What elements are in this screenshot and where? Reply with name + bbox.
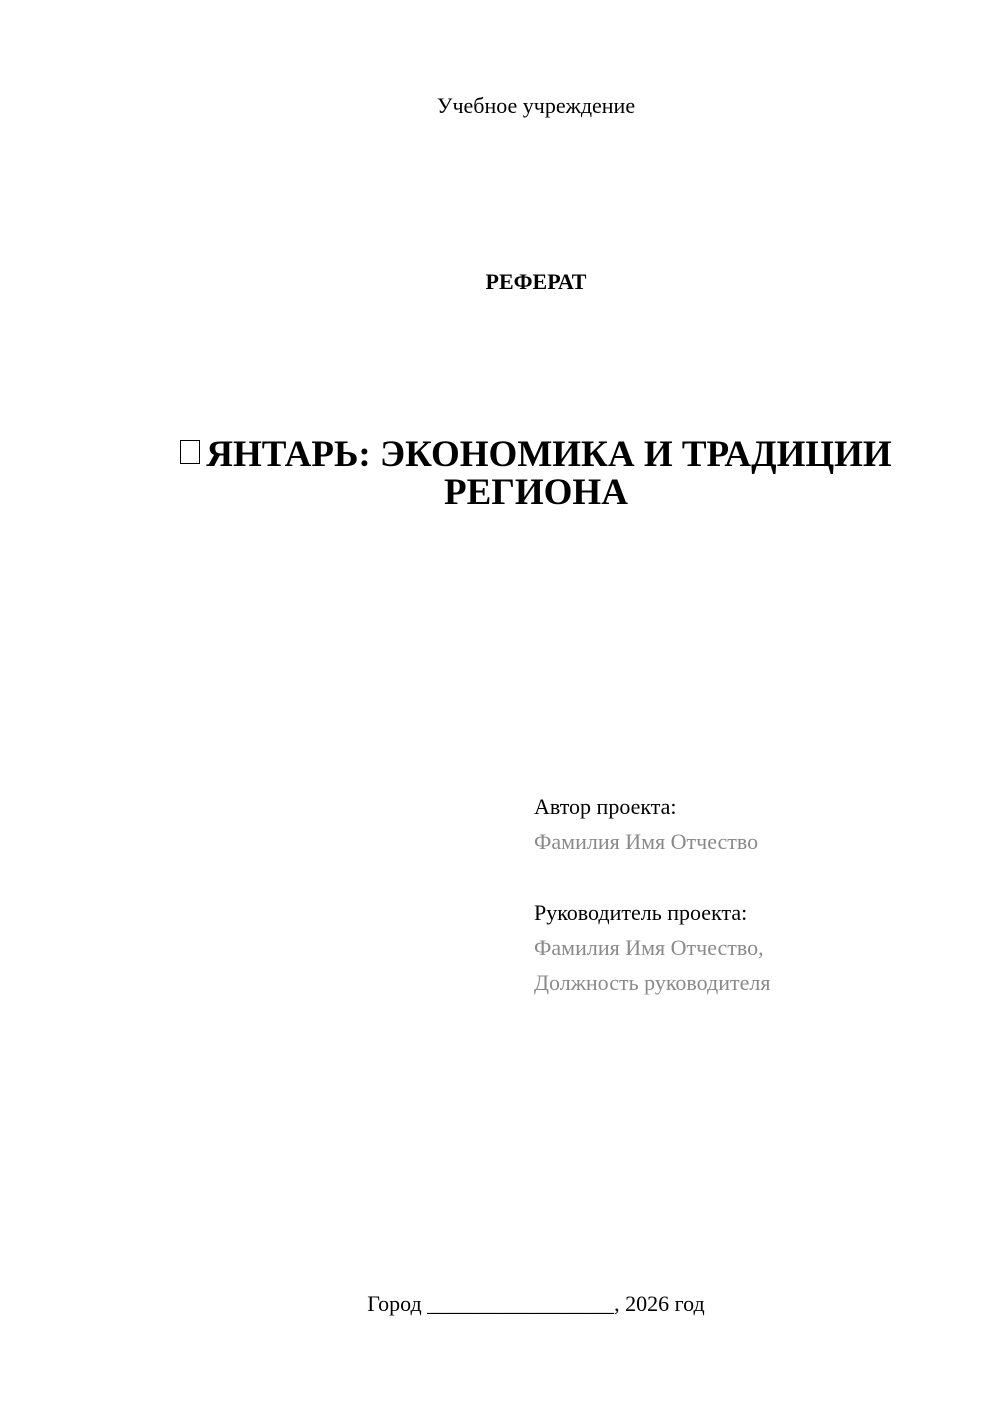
document-type: РЕФЕРАТ	[485, 269, 587, 294]
author-name: Фамилия Имя Отчество	[534, 829, 759, 854]
report-title-line-1: ЯНТАРЬ: ЭКОНОМИКА И ТРАДИЦИИ	[206, 434, 892, 475]
supervisor-position: Должность руководителя	[534, 970, 771, 995]
city-year-line: Город _________________, 2026 год	[367, 1291, 705, 1316]
institution-name: Учебное учреждение	[436, 93, 636, 118]
report-title	[150, 436, 922, 512]
supervisor-name: Фамилия Имя Отчество,	[534, 935, 764, 960]
missing-glyph-box-icon	[180, 440, 200, 464]
supervisor-label: Руководитель проекта:	[534, 900, 748, 925]
credits-spacer	[534, 859, 974, 895]
report-title-line-2: РЕГИОНА	[444, 472, 628, 513]
author-label: Автор проекта:	[534, 794, 677, 819]
credits-block	[534, 789, 974, 1000]
